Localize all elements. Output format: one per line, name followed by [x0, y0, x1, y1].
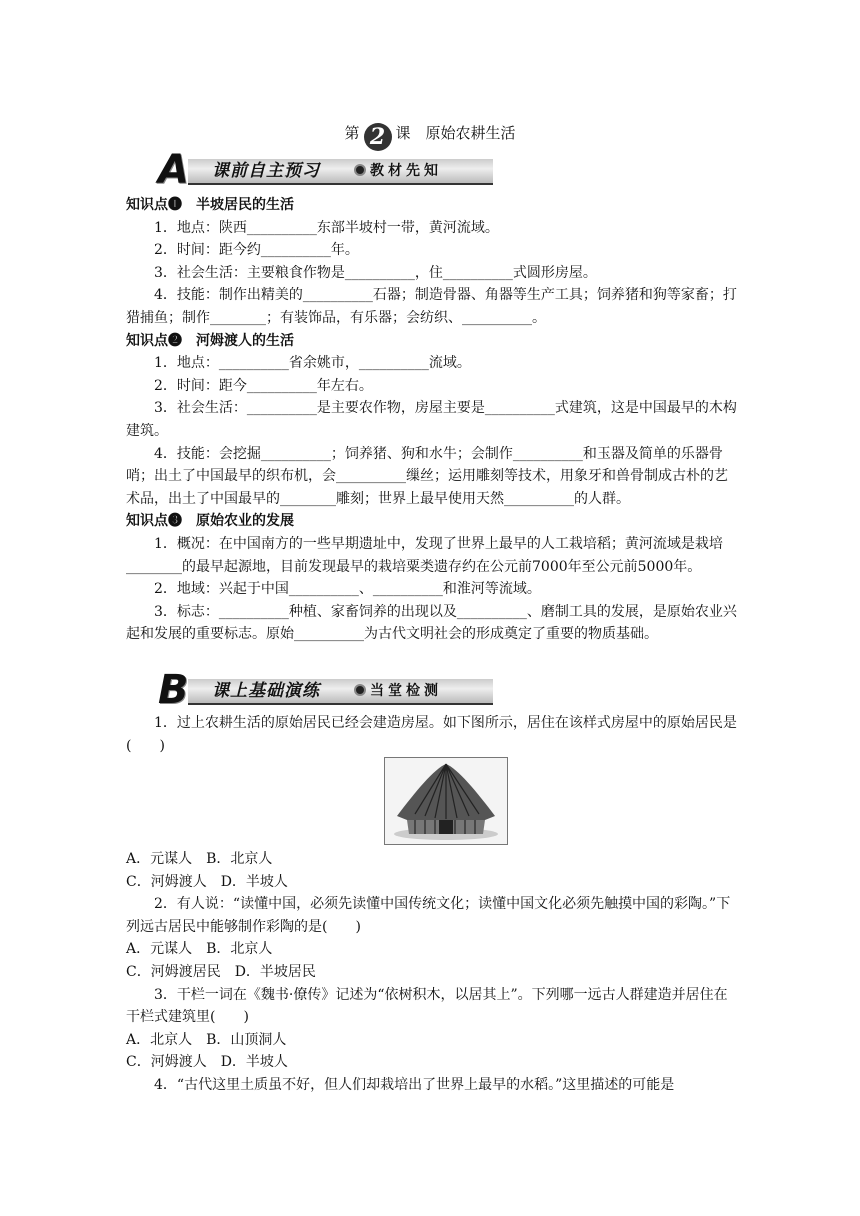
section-letter: B [158, 667, 189, 713]
questions-list [126, 848, 738, 1097]
lesson-number-badge: 2 [364, 123, 392, 151]
knowledge-point-title: 知识点❶ 半坡居民的生活 [126, 197, 294, 213]
answer-options: C．河姆渡人 D．半坡人 [126, 1054, 288, 1071]
text-line: 2．时间：距今__________年左右。 [154, 377, 373, 394]
knowledge-point-title: 知识点❷ 河姆渡人的生活 [126, 332, 294, 349]
section-a-content [126, 194, 738, 646]
answer-options: A．元谋人 B．北京人 [126, 851, 273, 867]
section-subheading: 教材先知 [370, 163, 442, 179]
text-line: 3．社会生活：主要粮食作物是__________，住__________式圆形房屋。 [154, 264, 597, 281]
answer-options: A．北京人 B．山顶洞人 [126, 1031, 287, 1048]
knowledge-point-title: 知识点❸ 原始农业的发展 [126, 513, 294, 530]
text-line: 1．地点：陕西__________东部半坡村一带，黄河流域。 [154, 219, 499, 236]
section-heading: 课上基础演练 [212, 681, 320, 701]
question-1 [126, 712, 738, 757]
text-line: 3．标志：__________种植、家畜饲养的出现以及__________、磨制工具的发展，是原始农业兴起和发展的重要标志。原始__________为古代文明社会的形成奠定了重要的物质基础。 [126, 603, 737, 643]
question-stem: 3．干栏一词在《魏书·僚传》记述为“依树积木，以居其上”。下列哪一远古人群建造并居住在干栏式建筑里( ) [126, 986, 728, 1026]
bullet-icon [354, 684, 366, 696]
thatched-hut-image [384, 757, 508, 845]
answer-options: C．河姆渡人 D．半坡人 [126, 873, 288, 890]
section-b-banner [158, 667, 498, 713]
title-prefix: 第 [344, 124, 360, 142]
text-line: 1．地点：__________省余姚市，__________流域。 [154, 355, 471, 372]
bullet-icon [354, 164, 366, 176]
text-line: 1．概况：在中国南方的一些早期遗址中，发现了世界上最早的人工栽培稻；黄河流域是栽培________的最早起源地，目前发现最早的栽培粟类遗存约在公元前7000年至公元前5000年。 [126, 535, 723, 575]
lesson-title [0, 122, 860, 151]
question-stem: 1．过上农耕生活的原始居民已经会建造房屋。如下图所示，居住在该样式房屋中的原始居民是( ) [126, 715, 737, 754]
section-subheading: 当堂检测 [370, 683, 442, 699]
section-letter: A [158, 147, 189, 193]
hut-illustration [385, 758, 507, 844]
title-text: 课 原始农耕生活 [395, 124, 516, 142]
answer-options: A．元谋人 B．北京人 [126, 941, 273, 958]
text-line: 2．时间：距今约__________年。 [154, 242, 359, 259]
answer-options: C．河姆渡居民 D．半坡居民 [126, 963, 316, 980]
section-heading: 课前自主预习 [212, 161, 320, 181]
section-a-banner [158, 147, 498, 193]
text-line: 3．社会生活：__________是主要农作物，房屋主要是__________式建筑，这是中国最早的木构建筑。 [126, 400, 737, 439]
text-line: 2．地域：兴起于中国__________、__________和淮河等流域。 [154, 581, 541, 598]
text-line: 4．技能：制作出精美的__________石器；制造骨器、角器等生产工具；饲养猪和狗等家畜；打猎捕鱼；制作________；有装饰品，有乐器；会纺织、__________。 [126, 287, 737, 326]
question-stem: 2．有人说：“读懂中国，必须先读懂中国传统文化；读懂中国文化必须先触摸中国的彩陶。”下列远古居民中能够制作彩陶的是( ) [126, 896, 731, 935]
text-line: 4．技能：会挖掘__________；饲养猪、狗和水牛；会制作__________和玉器及简单的乐器骨哨；出土了中国最早的织布机，会__________缫丝；运用雕刻等技术，用象牙和兽骨制成古朴的艺术品，出土了中国最早的________雕刻；世界上最早使用天然__________的人群。 [126, 445, 728, 507]
question-stem: 4．“古代这里土质虽不好，但人们却栽培出了世界上最早的水稻。”这里描述的可能是 [154, 1076, 675, 1093]
